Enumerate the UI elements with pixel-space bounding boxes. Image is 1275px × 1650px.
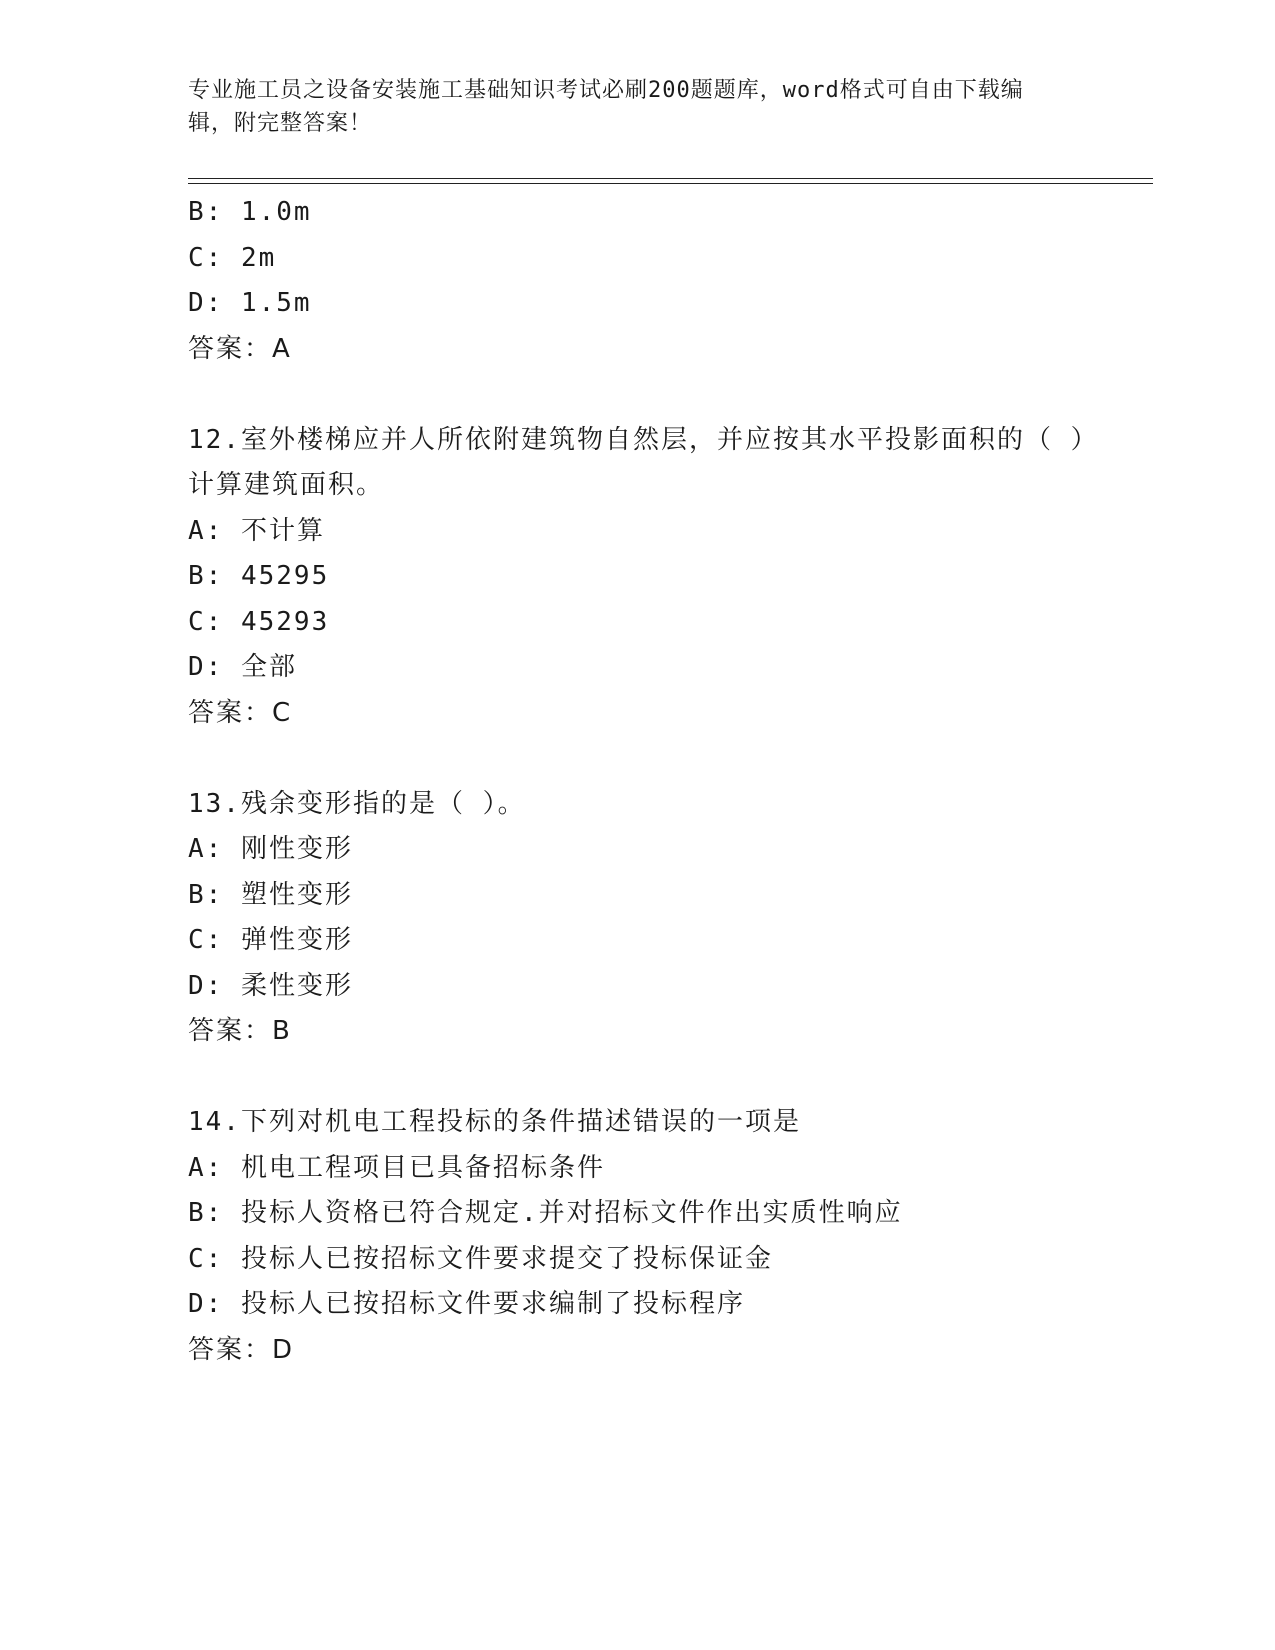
answer-line: 答案：D — [188, 1334, 295, 1365]
answer-line: 答案：C — [188, 697, 293, 728]
option-d: D: 投标人已按招标文件要求编制了投标程序 — [188, 1289, 745, 1319]
answer-line: 答案：A — [188, 333, 292, 364]
option-b: B: 塑性变形 — [188, 879, 353, 910]
question-stem: 13.残余变形指的是（ ）。 — [188, 788, 526, 819]
question-12 — [188, 418, 1088, 737]
option-a: A: 机电工程项目已具备招标条件 — [188, 1152, 605, 1183]
question-11-continued — [188, 190, 1088, 372]
option-b: B: 45295 — [188, 561, 330, 591]
document-header: 专业施工员之设备安装施工基础知识考试必刷200题题库，word格式可自由下载编辑，附完整答案！ — [188, 78, 1024, 136]
option-d: D: 全部 — [188, 652, 297, 682]
option-c: C: 2m — [188, 242, 277, 273]
question-stem: 14.下列对机电工程投标的条件描述错误的一项是 — [188, 1107, 801, 1137]
question-list — [188, 190, 1088, 1373]
option-b: B: 1.0m — [188, 197, 312, 227]
header-divider-bottom — [188, 183, 1153, 184]
question-14 — [188, 1100, 1088, 1373]
option-b: B: 投标人资格已符合规定.并对招标文件作出实质性响应 — [188, 1198, 903, 1228]
option-a: A: 不计算 — [188, 515, 325, 546]
option-c: C: 45293 — [188, 606, 330, 637]
option-c: C: 弹性变形 — [188, 925, 353, 955]
question-13 — [188, 782, 1088, 1055]
answer-line: 答案：B — [188, 1016, 292, 1046]
question-stem: 12.室外楼梯应并人所依附建筑物自然层，并应按其水平投影面积的（ ）计算建筑面积。 — [188, 424, 1086, 500]
option-c: C: 投标人已按招标文件要求提交了投标保证金 — [188, 1243, 773, 1274]
option-d: D: 柔性变形 — [188, 970, 353, 1001]
header-divider-top — [188, 178, 1153, 179]
option-a: A: 刚性变形 — [188, 834, 353, 864]
option-d: D: 1.5m — [188, 288, 312, 318]
